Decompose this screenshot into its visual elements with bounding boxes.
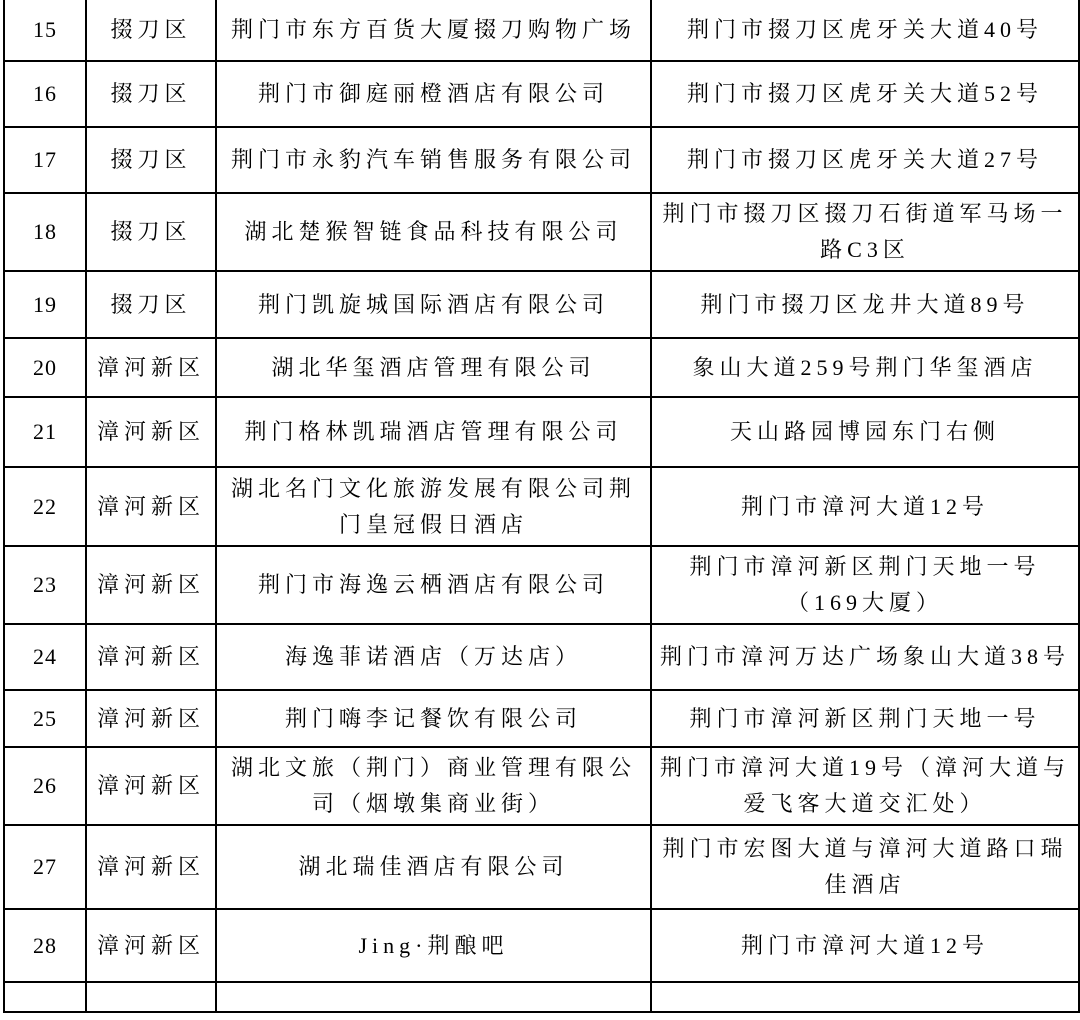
partial-cell [4, 982, 86, 1012]
cell-address: 荆门市漳河万达广场象山大道38号 [651, 624, 1079, 690]
cell-address: 天山路园博园东门右侧 [651, 397, 1079, 467]
cell-address: 荆门市漳河大道12号 [651, 467, 1079, 546]
cell-name: 荆门市海逸云栖酒店有限公司 [216, 546, 651, 624]
cell-name: 荆门市御庭丽橙酒店有限公司 [216, 61, 651, 127]
cell-name: 湖北瑞佳酒店有限公司 [216, 825, 651, 909]
cell-name: 荆门市东方百货大厦掇刀购物广场 [216, 0, 651, 61]
cell-address: 荆门市漳河大道19号（漳河大道与爱飞客大道交汇处） [651, 747, 1079, 825]
table-row [4, 127, 1079, 193]
cell-no: 22 [4, 467, 86, 546]
table-row [4, 397, 1079, 467]
cell-address: 荆门市漳河大道12号 [651, 909, 1079, 982]
table-row [4, 61, 1079, 127]
table-row [4, 747, 1079, 825]
table-row [4, 0, 1079, 61]
cell-address: 荆门市掇刀区虎牙关大道40号 [651, 0, 1079, 61]
cell-address: 象山大道259号荆门华玺酒店 [651, 338, 1079, 397]
table-row [4, 690, 1079, 747]
cell-address: 荆门市宏图大道与漳河大道路口瑞佳酒店 [651, 825, 1079, 909]
cell-name: 湖北名门文化旅游发展有限公司荆门皇冠假日酒店 [216, 467, 651, 546]
cell-no: 16 [4, 61, 86, 127]
cell-district: 掇刀区 [86, 61, 216, 127]
cell-district: 掇刀区 [86, 271, 216, 338]
partial-cell [216, 982, 651, 1012]
partial-row-bottom [4, 982, 1079, 1012]
cell-address: 荆门市掇刀区虎牙关大道52号 [651, 61, 1079, 127]
cell-no: 27 [4, 825, 86, 909]
table-row [4, 338, 1079, 397]
cell-no: 15 [4, 0, 86, 61]
cell-no: 19 [4, 271, 86, 338]
table-body [4, 0, 1079, 1012]
cell-name: 海逸菲诺酒店（万达店） [216, 624, 651, 690]
cell-name: 荆门嗨李记餐饮有限公司 [216, 690, 651, 747]
cell-name: 湖北华玺酒店管理有限公司 [216, 338, 651, 397]
table-row [4, 825, 1079, 909]
cell-address: 荆门市掇刀区掇刀石街道军马场一路C3区 [651, 193, 1079, 271]
cell-name: 湖北文旅（荆门）商业管理有限公司（烟墩集商业街） [216, 747, 651, 825]
table-row [4, 467, 1079, 546]
cell-district: 漳河新区 [86, 690, 216, 747]
table-row [4, 271, 1079, 338]
partial-cell [86, 982, 216, 1012]
cell-no: 17 [4, 127, 86, 193]
cell-name: Jing·荆酿吧 [216, 909, 651, 982]
cell-district: 漳河新区 [86, 909, 216, 982]
cell-no: 18 [4, 193, 86, 271]
cell-address: 荆门市漳河新区荆门天地一号（169大厦） [651, 546, 1079, 624]
cell-district: 漳河新区 [86, 747, 216, 825]
table-row [4, 546, 1079, 624]
cell-district: 漳河新区 [86, 624, 216, 690]
table-row [4, 909, 1079, 982]
table-row [4, 624, 1079, 690]
cell-name: 荆门格林凯瑞酒店管理有限公司 [216, 397, 651, 467]
cell-address: 荆门市掇刀区虎牙关大道27号 [651, 127, 1079, 193]
cell-name: 荆门凯旋城国际酒店有限公司 [216, 271, 651, 338]
table-row [4, 193, 1079, 271]
cell-address: 荆门市掇刀区龙井大道89号 [651, 271, 1079, 338]
cell-no: 23 [4, 546, 86, 624]
cell-name: 荆门市永豹汽车销售服务有限公司 [216, 127, 651, 193]
cell-no: 20 [4, 338, 86, 397]
cell-no: 28 [4, 909, 86, 982]
cell-district: 掇刀区 [86, 127, 216, 193]
cell-district: 漳河新区 [86, 397, 216, 467]
cell-district: 漳河新区 [86, 467, 216, 546]
cell-district: 漳河新区 [86, 546, 216, 624]
partial-cell [651, 982, 1079, 1012]
cell-district: 漳河新区 [86, 825, 216, 909]
cell-no: 24 [4, 624, 86, 690]
cell-name: 湖北楚猴智链食品科技有限公司 [216, 193, 651, 271]
cell-district: 掇刀区 [86, 0, 216, 61]
cell-no: 25 [4, 690, 86, 747]
cell-district: 漳河新区 [86, 338, 216, 397]
business-table [3, 0, 1080, 1013]
cell-address: 荆门市漳河新区荆门天地一号 [651, 690, 1079, 747]
cell-no: 21 [4, 397, 86, 467]
cell-no: 26 [4, 747, 86, 825]
cell-district: 掇刀区 [86, 193, 216, 271]
